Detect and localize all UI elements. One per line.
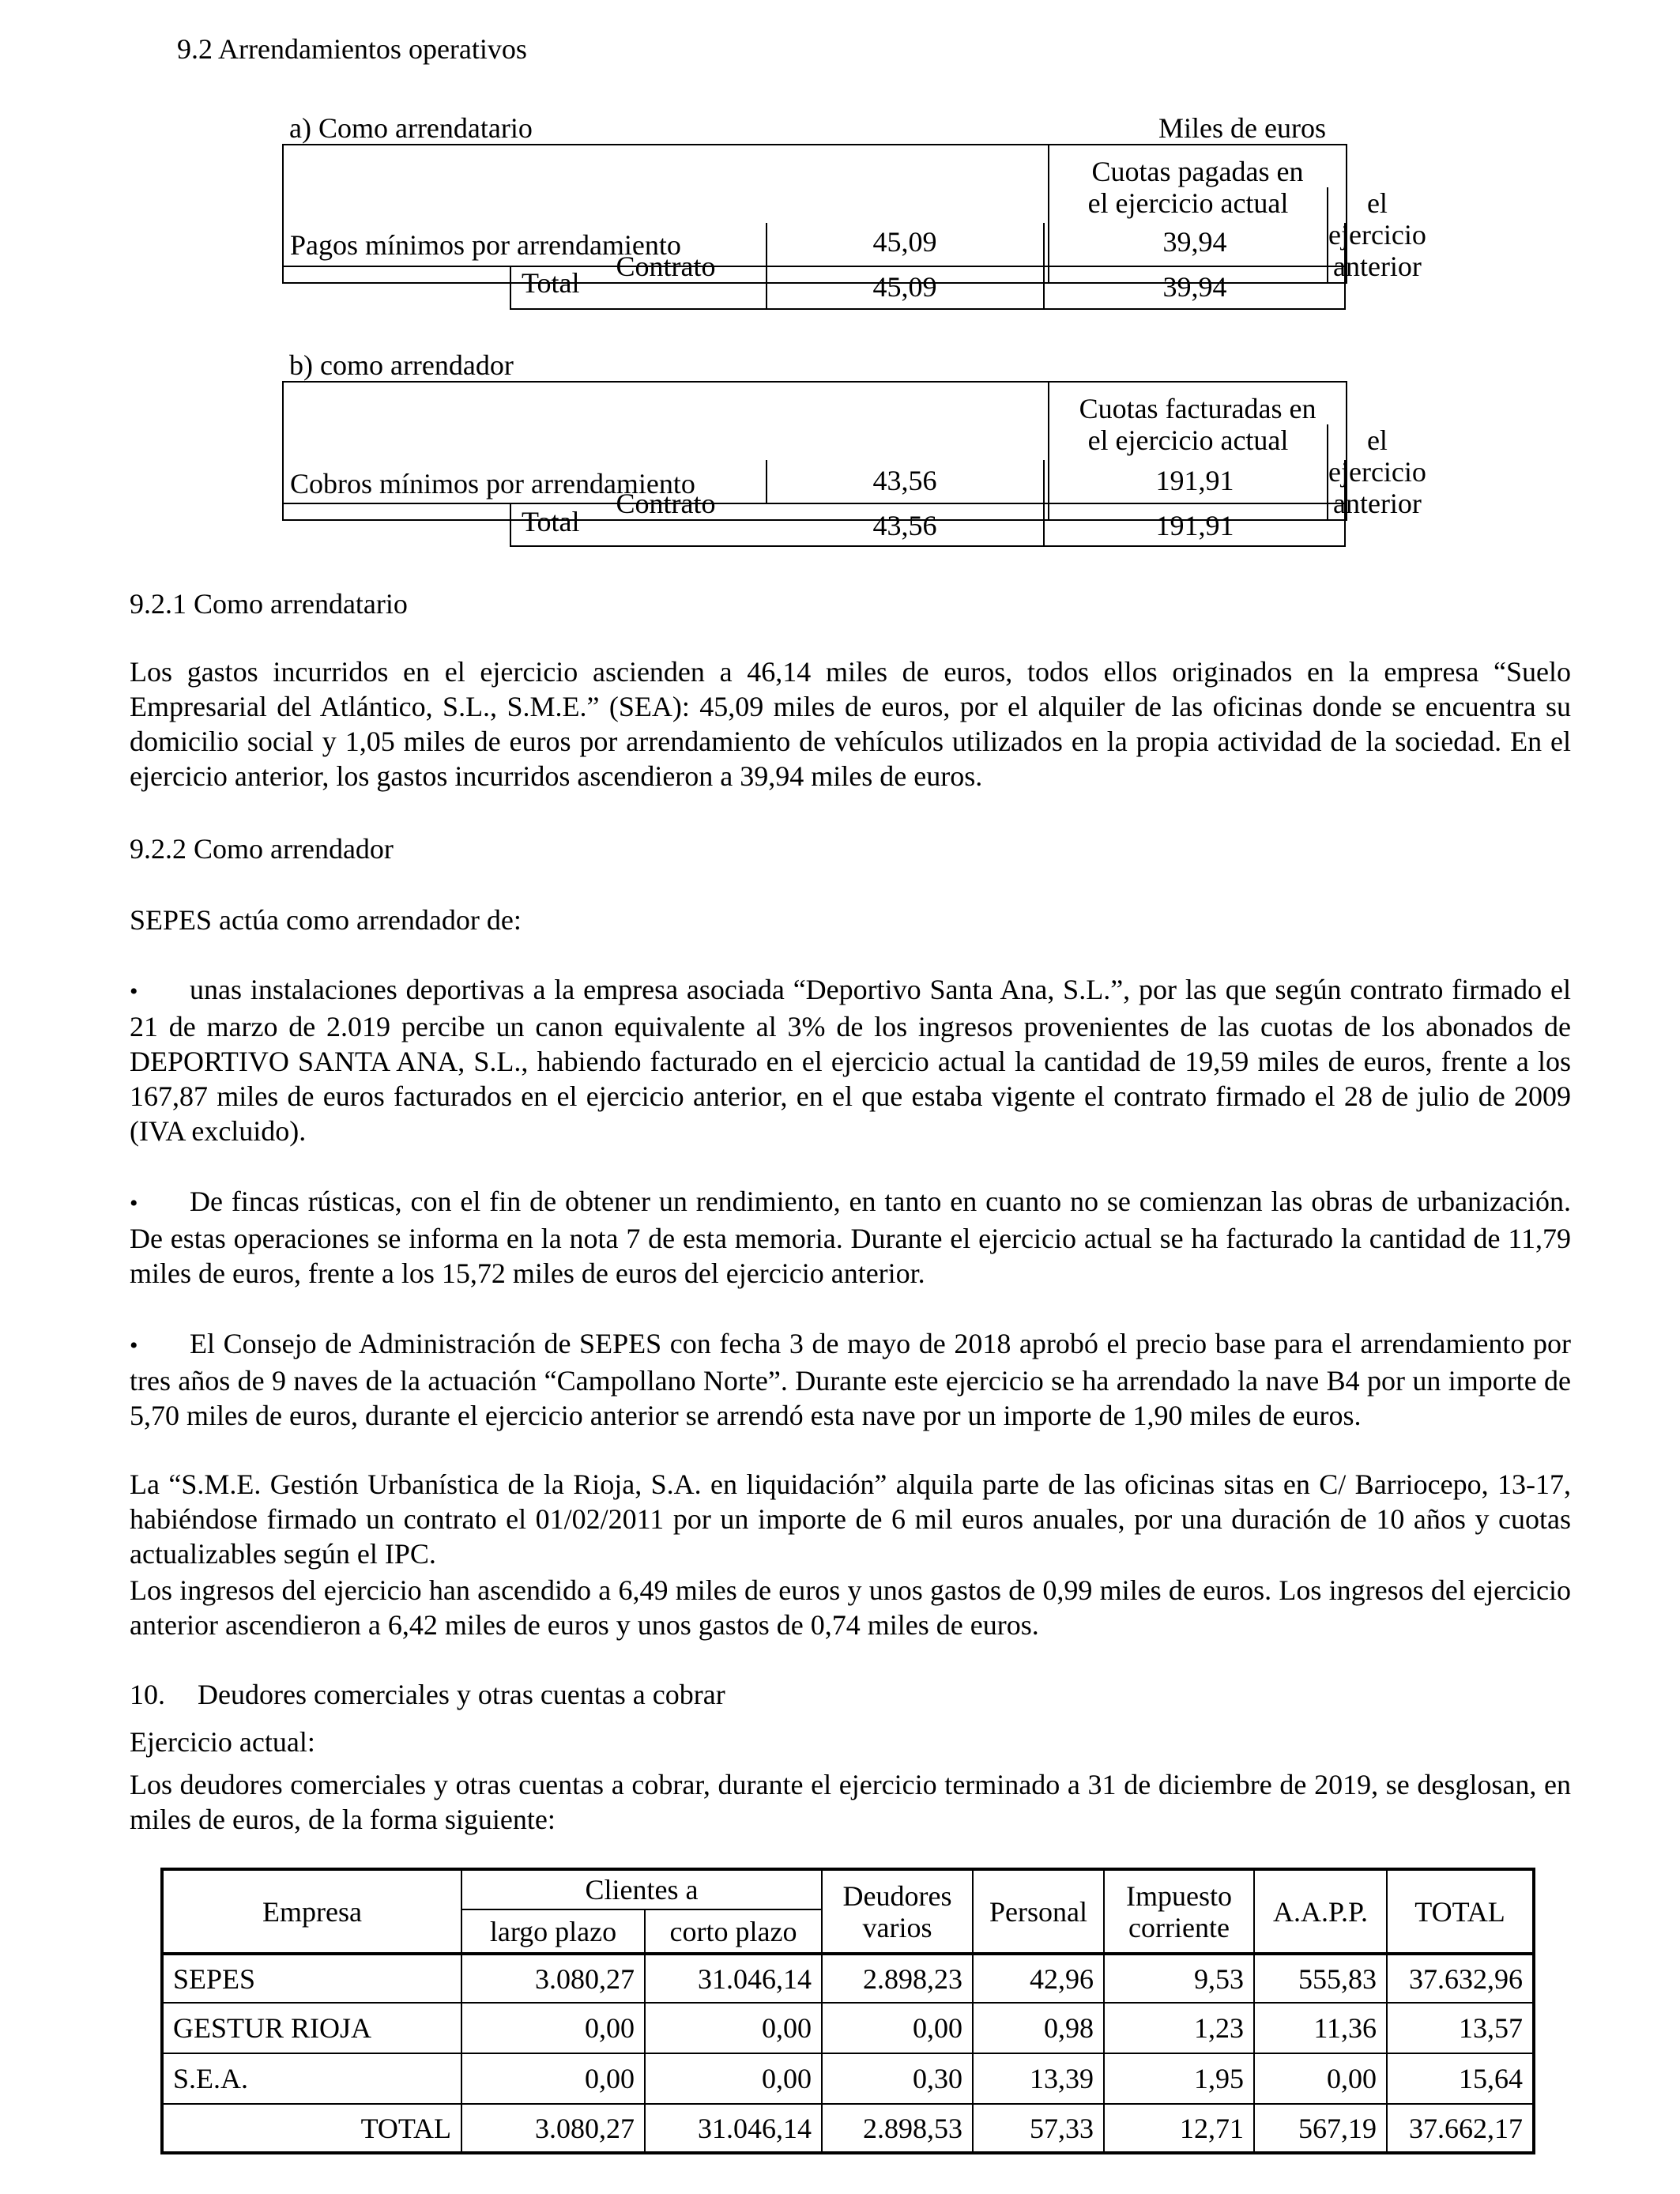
cell-deudores: 0,00 [822,2003,973,2053]
paragraph-gestion-rioja: La “S.M.E. Gestión Urbanística de la Rioja, S.A. en liquidación” alquila parte de las oficinas sitas en C/ Barriocepo, 13-17, habiéndose firmado un contrato el 01/02/2011 por un importe de 6 mil euros anuales, por una duración de 10 años y cuotas actualizables según el IPC. [130,1468,1571,1570]
cell-aapp-total: 567,19 [1254,2104,1387,2153]
paragraph-arrendador-intro: SEPES actúa como arrendador de: [130,904,522,936]
cell-corto: 31.046,14 [645,1954,822,2003]
cell-largo: 3.080,27 [461,1954,645,2003]
cell-impuesto: 9,53 [1104,1954,1254,2003]
paragraph-deudores-intro: Los deudores comerciales y otras cuentas a cobrar, durante el ejercicio terminado a 31 de diciembre de 2019, se desglosan, en miles de euros, de la forma siguiente: [130,1769,1571,1835]
header-aapp: A.A.P.P. [1254,1869,1387,1954]
cell-aapp: 11,36 [1254,2003,1387,2053]
table-b-group-header: Cuotas facturadas en [1049,382,1347,424]
bullet-item-deportivo [130,972,1571,1148]
bullet-item-naves [130,1326,1571,1433]
table-b-row-actual: 43,56 [872,465,937,496]
bullet-symbol: • [130,978,138,1005]
table-b-col-contrato: Contrato [283,424,1049,520]
table-b-row-anterior: 191,91 [1155,465,1234,496]
table-row [162,2003,1534,2053]
table-a-col-contrato: Contrato [283,187,1049,283]
table-a-total-actual: 45,09 [872,271,937,303]
section-heading-10-number: 10. [130,1679,165,1710]
bullet-text-naves: El Consejo de Administración de SEPES con fecha 3 de mayo de 2018 aprobó el precio base para el arrendamiento por tres años de 9 naves de la actuación “Campollano Norte”. Durante este ejercicio se ha arrendado la nave B4 por un importe de 5,70 miles de euros, durante el ejercicio anterior se arrendó esta nave por un importe de 1,90 miles de euros. [130,1328,1571,1431]
header-empresa: Empresa [162,1869,461,1954]
cell-empresa: GESTUR RIOJA [162,2003,461,2053]
table-a-row-label: Pagos mínimos por arrendamiento [290,229,681,261]
cell-corto: 0,00 [645,2003,822,2053]
cell-deudores: 0,30 [822,2053,973,2104]
bullet-symbol: • [130,1333,138,1359]
cell-impuesto: 1,23 [1104,2003,1254,2053]
cell-corto-total: 31.046,14 [645,2104,822,2153]
cell-deudores-total: 2.898,53 [822,2104,973,2153]
table-a-total-anterior: 39,94 [1162,271,1227,303]
section-heading-9-2-2: 9.2.2 Como arrendador [130,833,394,865]
cell-total: 15,64 [1387,2053,1534,2104]
header-impuesto-corriente: Impuesto corriente [1104,1869,1254,1954]
table-a-col-actual: el ejercicio actual [1049,187,1328,282]
table-a-caption: a) Como arrendatario [289,112,533,144]
header-clientes: Clientes a [461,1869,822,1909]
table-total-row [162,2104,1534,2153]
cell-aapp: 555,83 [1254,1954,1387,2003]
table-b-total-label: Total [522,506,580,537]
section-heading-9-2: 9.2 Arrendamientos operativos [177,33,527,65]
cell-largo: 0,00 [461,2003,645,2053]
header-largo-plazo: largo plazo [461,1909,645,1954]
cell-largo: 0,00 [461,2053,645,2104]
bullet-symbol: • [130,1190,138,1216]
table-b-caption: b) como arrendador [289,349,514,381]
cell-empresa-total: TOTAL [162,2104,461,2153]
table-b-col-anterior: el ejercicio anterior [1328,424,1426,519]
table-a-total-label: Total [522,267,580,299]
header-corto-plazo: corto plazo [645,1909,822,1954]
cell-personal: 13,39 [973,2053,1104,2104]
cell-impuesto: 1,95 [1104,2053,1254,2104]
bullet-text-fincas: De fincas rústicas, con el fin de obtener un rendimiento, en tanto en cuanto no se comienzan las obras de urbanización. De estas operaciones se informa en la nota 7 de esta memoria. Durante el ejercicio actual se ha facturado la cantidad de 11,79 miles de euros, frente a los 15,72 miles de euros del ejercicio anterior. [130,1186,1571,1289]
table-b-total-anterior: 191,91 [1155,510,1234,541]
cell-empresa: SEPES [162,1954,461,2003]
table-b-total-actual: 43,56 [872,510,937,541]
paragraph-arrendatario: Los gastos incurridos en el ejercicio ascienden a 46,14 miles de euros, todos ellos originados en la empresa “Suelo Empresarial del Atlántico, S.L., S.M.E.” (SEA): 45,09 miles de euros, por el alquiler de las oficinas donde se encuentra su domicilio social y 1,05 miles de euros por arrendamiento de vehículos utilizados en la propia actividad de la sociedad. En el ejercicio anterior, los gastos incurridos ascendieron a 39,94 miles de euros. [130,656,1571,792]
cell-impuesto-total: 12,71 [1104,2104,1254,2153]
cell-empresa: S.E.A. [162,2053,461,2104]
table-a-unit: Miles de euros [1158,112,1326,144]
table-b-col-actual: el ejercicio actual [1049,424,1328,519]
header-personal: Personal [973,1869,1104,1954]
section-heading-10-title: Deudores comerciales y otras cuentas a cobrar [198,1679,725,1710]
table-a-group-header: Cuotas pagadas en [1049,145,1347,187]
cell-corto: 0,00 [645,2053,822,2104]
header-total: TOTAL [1387,1869,1534,1954]
cell-personal: 42,96 [973,1954,1104,2003]
paragraph-ingresos: Los ingresos del ejercicio han ascendido a 6,49 miles de euros y unos gastos de 0,99 miles de euros. Los ingresos del ejercicio anterior ascendieron a 6,42 miles de euros y unos gastos de 0,74 miles de euros. [130,1574,1571,1641]
cell-aapp: 0,00 [1254,2053,1387,2104]
subheading-ejercicio-actual: Ejercicio actual: [130,1726,315,1758]
table-a-row-anterior: 39,94 [1162,226,1227,258]
receivables-table [160,1868,1535,2154]
bullet-item-fincas [130,1184,1571,1291]
cell-personal-total: 57,33 [973,2104,1104,2153]
table-row [162,2053,1534,2104]
header-deudores-varios: Deudores varios [822,1869,973,1954]
cell-total: 13,57 [1387,2003,1534,2053]
cell-total-total: 37.662,17 [1387,2104,1534,2153]
table-b-row-label: Cobros mínimos por arrendamiento [290,468,695,499]
cell-largo-total: 3.080,27 [461,2104,645,2153]
cell-deudores: 2.898,23 [822,1954,973,2003]
table-a-col-anterior: el ejercicio anterior [1328,187,1426,282]
table-a-row-actual: 45,09 [872,226,937,258]
cell-personal: 0,98 [973,2003,1104,2053]
bullet-text-deportivo: unas instalaciones deportivas a la empresa asociada “Deportivo Santa Ana, S.L.”, por las que según contrato firmado el 21 de marzo de 2.019 percibe un canon equivalente al 3% de los ingresos provenientes de las cuotas de los abonados de DEPORTIVO SANTA ANA, S.L., habiendo facturado en el ejercicio actual la cantidad de 19,59 miles de euros, frente a los 167,87 miles de euros facturados en el ejercicio anterior, en el que estaba vigente el contrato firmado el 28 de julio de 2009 (IVA excluido). [130,974,1571,1147]
table-row [162,1954,1534,2003]
section-heading-9-2-1: 9.2.1 Como arrendatario [130,588,408,620]
cell-total: 37.632,96 [1387,1954,1534,2003]
